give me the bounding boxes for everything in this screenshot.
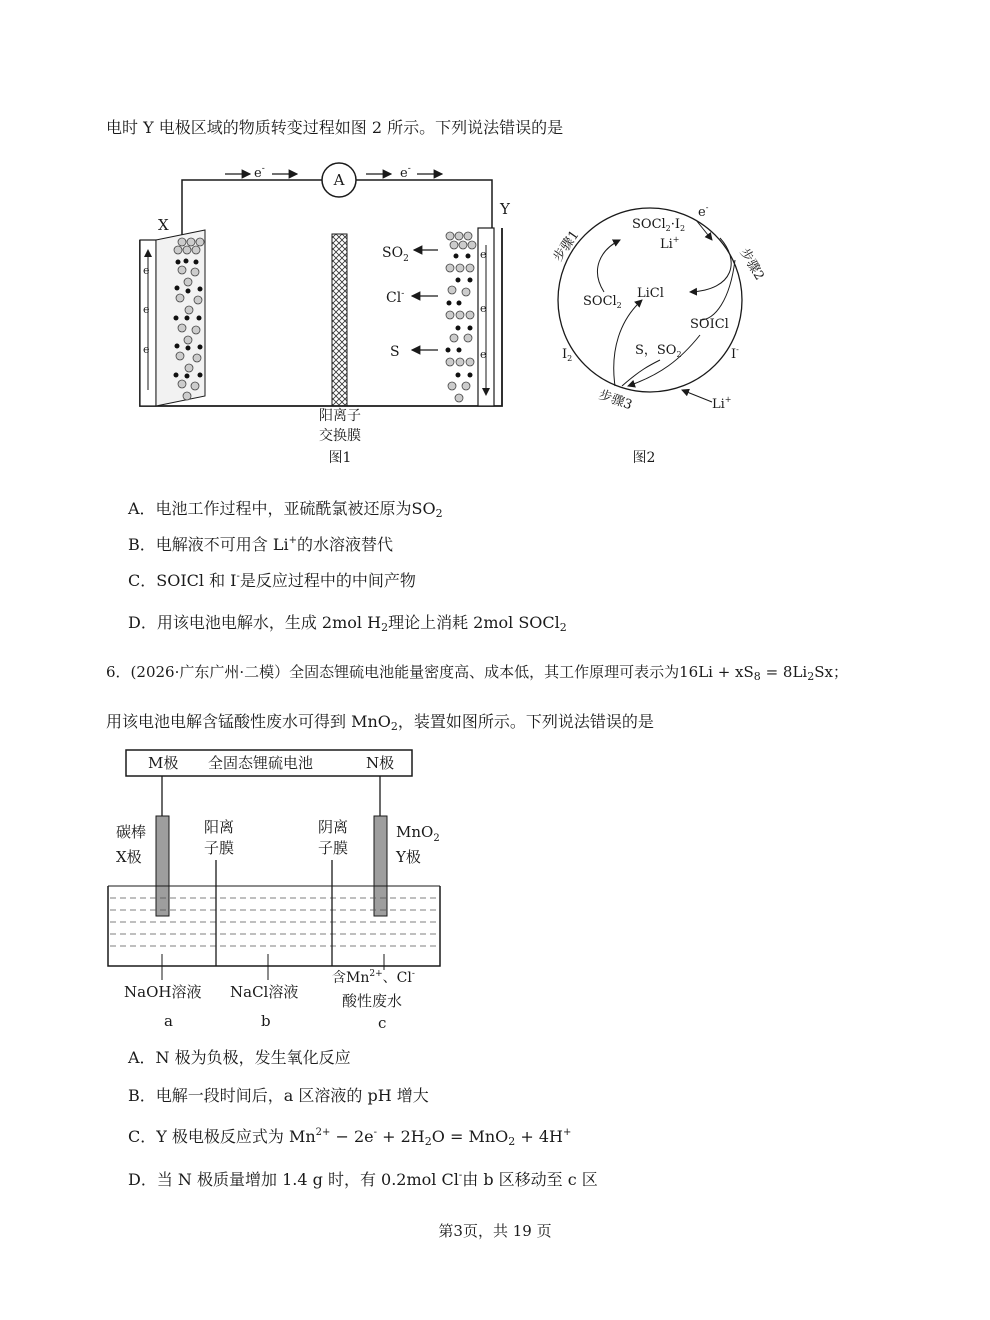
electron-top: e- (698, 203, 709, 220)
region-b: b (261, 1012, 271, 1030)
step3-label: 步骤3 (596, 387, 635, 414)
q6-stem-line2: 用该电池电解含锰酸性废水可得到 MnO$_2$，装置如图所示。下列说法错误的是 (106, 712, 654, 733)
electrode-y-label: Y (500, 200, 510, 218)
nacl-label: NaCl溶液 (230, 983, 299, 1001)
figure-1 (140, 163, 511, 466)
step1-label: 步骤1 (550, 227, 583, 265)
naoh-label: NaOH溶液 (124, 983, 202, 1001)
so2-label: $SO_2$ (382, 245, 409, 264)
q5-option-d: D．用该电池电解水，生成 2mol $H_2$理论上消耗 2mol SOCl$_2$ (128, 613, 567, 634)
cl-label: Cl- (386, 289, 405, 306)
socl2-left-label: SOCl$_2$ (583, 294, 622, 310)
anion-membrane-label-1: 阴离 (318, 818, 349, 836)
licl-label: LiCl (637, 286, 664, 301)
s-label: S (390, 344, 400, 360)
y-pole-label: Y极 (396, 848, 421, 866)
battery-name: 全固态锂硫电池 (208, 754, 314, 772)
mno2-label: MnO$_2$ (396, 823, 440, 844)
membrane-label-1: 阳离子 (319, 408, 361, 424)
page-footer: 第3页，共 19 页 (438, 1222, 552, 1240)
fig2-caption: 图2 (632, 450, 656, 466)
cation-membrane-label-1: 阳离 (204, 818, 235, 836)
region-a: a (164, 1012, 173, 1030)
intro-line: 电时 Y 电极区域的物质转变过程如图 2 所示。下列说法错误的是 (106, 118, 564, 137)
q5-option-c: C．SOICl 和 I-是反应过程中的中间产物 (128, 571, 416, 590)
carbon-rod-label: 碳棒 (116, 823, 147, 841)
q6-stem: 6．(2026·广东广州·二模）全固态锂硫电池能量密度高、成本低，其工作原理可表示为$16Li + xS_8 = 8Li_2Sx$； (106, 663, 848, 683)
s-so2-label: S，$SO_2$ (635, 343, 682, 359)
cation-exchange-membrane (332, 234, 347, 406)
q5-option-a: A．电池工作过程中，亚硫酰氯被还原为$SO_2$ (128, 499, 443, 520)
electrode-x-label: X (158, 216, 169, 234)
battery-m-label: M极 (148, 754, 179, 772)
q6-option-d: D．当 N 极质量增加 1.4 g 时，有 0.2mol Cl-由 b 区移动至 c 区 (128, 1170, 598, 1189)
q6-option-b: B．电解一段时间后，a 区溶液的 pH 增大 (128, 1086, 429, 1105)
x-pole-label: X极 (116, 848, 142, 866)
svg-text:e: e (143, 343, 150, 356)
i2-label: $I_2$ (562, 347, 573, 363)
svg-text:e: e (480, 348, 487, 361)
li-plus-bottom: Li+ (712, 395, 732, 412)
electrode-y-rod (374, 816, 387, 916)
membrane-label-2: 交换膜 (319, 428, 361, 444)
waste-label-2: 酸性废水 (342, 992, 403, 1010)
figure-1-2 (0, 150, 990, 510)
anion-membrane-label-2: 子膜 (318, 839, 349, 857)
figure-2 (550, 203, 768, 466)
fig1-caption: 图1 (328, 450, 352, 466)
q6-equation: 16Li + xS (679, 663, 754, 681)
q6-option-a: A．N 极为负极，发生氧化反应 (128, 1048, 351, 1067)
q5-option-b: B．电解液不可用含 Li+的水溶液替代 (128, 535, 393, 554)
svg-text:e: e (480, 248, 487, 261)
region-c: c (378, 1014, 387, 1032)
fig1-electron-right: e- (400, 164, 411, 181)
svg-text:e: e (480, 302, 487, 315)
svg-text:e: e (143, 264, 150, 277)
li-plus-top: Li+ (660, 235, 680, 252)
soicl-label: SOICl (690, 317, 729, 332)
q6-option-c: C．Y 极电极反应式为 $Mn^{2+} - 2e^- + 2H_2O = MnO_2 + 4H^+$ (128, 1127, 572, 1148)
fig1-electron-left: e- (254, 164, 265, 181)
waste-label-1: 含$Mn^{2+}$、Cl- (332, 969, 415, 986)
step2-label: 步骤2 (736, 245, 767, 284)
svg-text:e: e (143, 303, 150, 316)
i-minus-label: I- (731, 345, 739, 362)
battery-n-label: N极 (366, 754, 395, 772)
figure-3 (0, 740, 990, 1040)
ammeter-label: A (333, 171, 345, 189)
socl2-i2-label: $SOCl_2\cdot I_2$ (632, 217, 686, 233)
electrode-x-rod (156, 816, 169, 916)
cation-membrane-label-2: 子膜 (204, 839, 235, 857)
